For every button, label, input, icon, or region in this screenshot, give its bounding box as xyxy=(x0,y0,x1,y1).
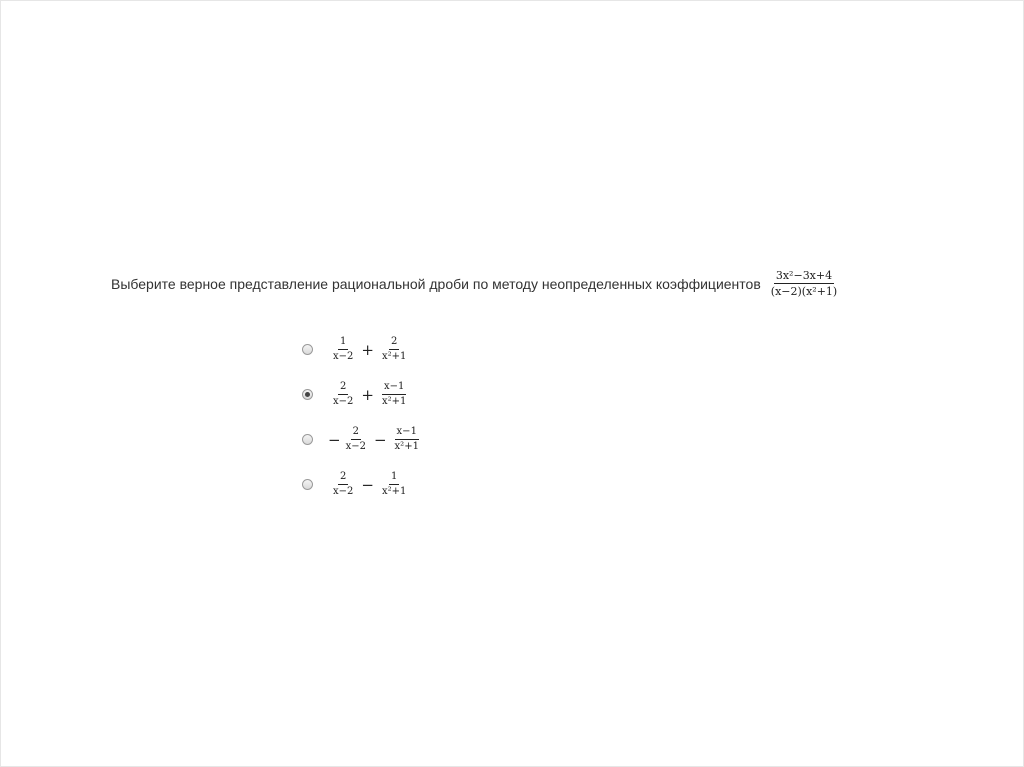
fraction-numerator: 2 xyxy=(338,382,348,395)
answer-expression xyxy=(328,427,421,452)
second-fraction xyxy=(380,337,408,362)
radio-button[interactable] xyxy=(302,479,313,490)
fraction-denominator: x²+1 xyxy=(381,351,407,362)
question-fraction-denominator: (x−2)(x²+1) xyxy=(770,285,838,298)
fraction-numerator: 1 xyxy=(338,337,348,350)
leading-sign: − xyxy=(328,430,341,449)
fraction-denominator: x²+1 xyxy=(381,396,407,407)
fraction-denominator: x−2 xyxy=(333,396,354,407)
second-fraction xyxy=(393,427,421,452)
first-fraction xyxy=(331,472,355,497)
answer-options xyxy=(302,327,421,507)
operator: + xyxy=(361,385,374,404)
fraction-denominator: x−2 xyxy=(333,486,354,497)
answer-option[interactable] xyxy=(302,327,421,372)
operator: − xyxy=(373,430,387,449)
fraction-numerator: x−1 xyxy=(395,427,419,440)
fraction-numerator: x−1 xyxy=(382,382,406,395)
fraction-numerator: 1 xyxy=(389,472,399,485)
question-fraction xyxy=(769,270,839,297)
fraction-denominator: x²+1 xyxy=(381,486,407,497)
question xyxy=(111,270,839,297)
first-fraction xyxy=(331,382,355,407)
second-fraction xyxy=(380,382,408,407)
fraction-denominator: x−2 xyxy=(333,351,354,362)
first-fraction xyxy=(344,427,368,452)
answer-expression xyxy=(328,337,408,362)
radio-button[interactable] xyxy=(302,434,313,445)
fraction-numerator: 2 xyxy=(338,472,348,485)
operator: − xyxy=(361,475,374,494)
question-text: Выберите верное представление рациональной дроби по методу неопределенных коэффициентов xyxy=(111,275,761,292)
radio-button[interactable] xyxy=(302,344,313,355)
answer-expression xyxy=(328,472,408,497)
fraction-denominator: x²+1 xyxy=(394,441,419,452)
answer-option[interactable] xyxy=(302,462,421,507)
fraction-numerator: 2 xyxy=(389,337,399,350)
second-fraction xyxy=(380,472,408,497)
question-fraction-numerator: 3x²−3x+4 xyxy=(775,269,833,282)
answer-option[interactable] xyxy=(302,372,421,417)
radio-button[interactable] xyxy=(302,389,313,400)
fraction-denominator: x−2 xyxy=(345,441,366,452)
fraction-numerator: 2 xyxy=(351,427,361,440)
first-fraction xyxy=(331,337,355,362)
operator: + xyxy=(361,340,374,359)
answer-option[interactable] xyxy=(302,417,421,462)
answer-expression xyxy=(328,382,408,407)
